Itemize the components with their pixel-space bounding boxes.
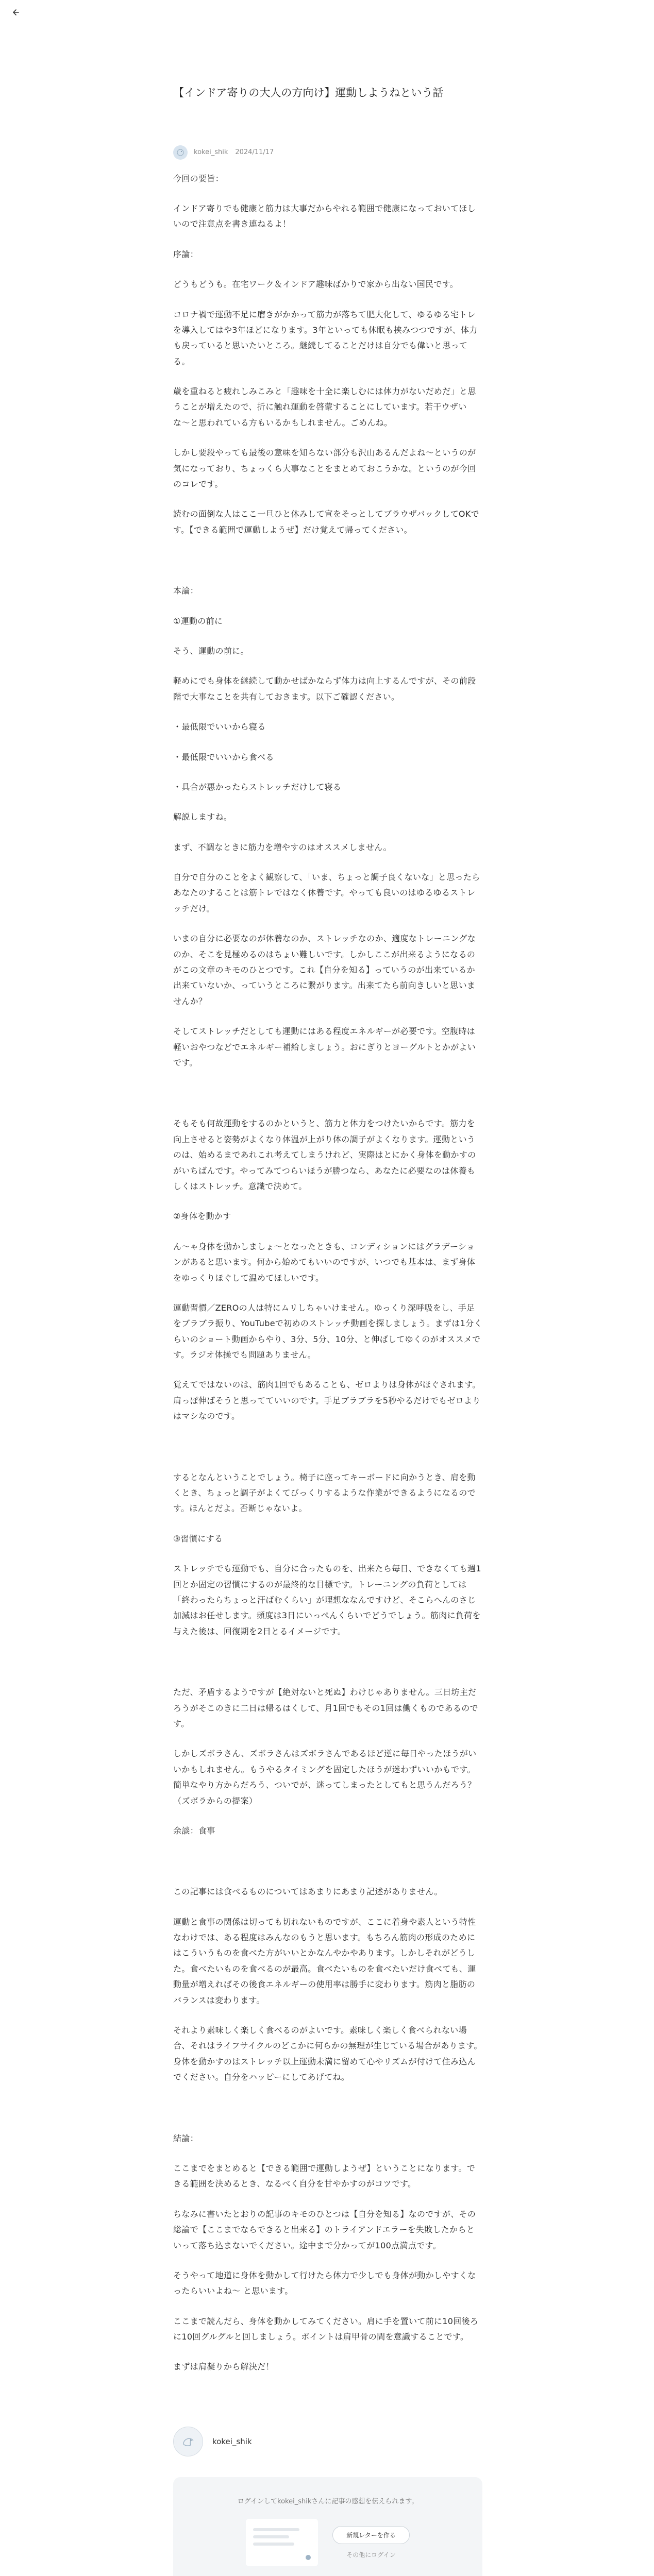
article-paragraph: そもそも何故運動をするのかというと、筋力と体力をつけたいからです。筋力を向上させると姿勢がよくなり体温が上がり体の調子がよくなります。運動というのは、始めるまであれこれ考えてしまうけれど、実際はとにかく身体を動かすのがいちばんです。やってみてつらいほうが勝つなら、あなたに必要なのは休養もしくはストレッチ。意識で決めて。 [173, 1118, 476, 1191]
article-paragraph: 読むの面倒な人はここ一旦ひと休みして宣をそっとしてブラウザバックしてOKです。【できる範囲で運動しようぜ】だけ覚えて帰ってください。 [173, 509, 479, 535]
article-paragraph: 運動習慣／ZEROの人は特にムリしちゃいけません。ゆっくり深呼吸をし、手足をブラブラ振り、YouTubeで初めのストレッチ動画を探しましょう。まずは1分くらいのショート動画からやり、3分、5分、10分、と伸ばしてゆくのがオススメです。ラジオ体操でも問題ありません。 [173, 1302, 482, 1360]
section-spacer [173, 552, 482, 583]
login-message: ログインしてkokei_shikさんに記事の感想を伝えられます。 [237, 2497, 418, 2505]
section-spacer [173, 1654, 482, 1685]
article-paragraph: ①運動の前に [173, 616, 223, 626]
article-paragraph: 歳を重ねると疲れしみこみと「趣味を十全に楽しむには体力がないだめだ」と思うことが増えたので、折に触れ運動を啓蒙することにしています。若干ウザいな〜と思われている方もいるかもしれません。ごめんね。 [173, 386, 476, 428]
article-paragraph: しかしズボラさん、ズボラさんはズボラさんであるほど逆に毎日やったほうがいいかもしれません。もうやるタイミングを固定したほうが迷わずいいかもです。簡単なやり方からだろう、ついでが、迷ってしまったとしてもと思うんだろう？（ズボラからの提案） [173, 1749, 477, 1806]
article-paragraph: ③習慣にする [173, 1533, 223, 1544]
article-paragraph: ここまでをまとめると【できる範囲で運動しようぜ】ということになります。できる範囲を決めるとき、なるべく自分を甘やかすのがコツです。 [173, 2163, 476, 2189]
article-paragraph: まずは肩凝りから解決だ！ [173, 2362, 274, 2372]
author-name[interactable]: kokei_shik [194, 148, 228, 157]
article [173, 84, 482, 2576]
article-body [173, 171, 482, 2375]
login-prompt [173, 2477, 482, 2576]
article-paragraph: 運動と食事の関係は切っても切れないものですが、ここに着身や素人という特性なわけでは、ある程度はみんなのもうと思います。もちろん筋肉の形成のためにはこういうものを食べた方がいいとかなんやかやあります。しかしそれがどうした。食べたいものを食べるのが最高。食べたいものを食べたいだけ食べても、運動量が増えればその後食エネルギーの使用率は勝手に変わります。筋肉と脂肪のバランスは変わります。 [173, 1917, 476, 2005]
login-actions [332, 2526, 410, 2559]
article-paragraph: ちなみに書いたとおりの記事のキモのひとつは【自分を知る】なのですが、その総論で【ここまでならできると出来る】のトライアンドエラーを失敗したからといって落ち込まないでください。途中まで分かってが100点満点です。 [173, 2209, 476, 2250]
article-paragraph: どうもどうも。在宅ワーク＆インドア趣味ばかりで家から出ない国民です。 [173, 279, 459, 290]
top-bar [0, 0, 654, 31]
author-avatar[interactable] [173, 145, 188, 160]
author-card-name[interactable]: kokei_shik [212, 2436, 252, 2446]
article-paragraph: ・具合が悪かったらストレッチだけして寝る [173, 782, 342, 792]
article-paragraph: 本論： [173, 586, 198, 596]
article-paragraph: いまの自分に必要なのが休養なのか、ストレッチなのか、適度なトレーニングなのか、そこを見極めるのはちょい難しいです。しかしここが出来るようになるのがこの文章のキモのひとつです。これ【自分を知る】っていうのが出来ているか出来ていないか、っていうところに繋がります。出来てたら前向きしいと思いませんか？ [173, 934, 476, 1006]
article-paragraph: ただ、矛盾するようですが【絶対ないと死ぬ】わけじゃありません。三日坊主だろうがそこのきに二日は帰るはくして、月1回でもその1回は働くものであるのです。 [173, 1687, 478, 1728]
author-card [173, 2427, 482, 2456]
article-paragraph: そしてストレッチだとしても運動にはある程度エネルギーが必要です。空腹時は軽いおやつなどでエネルギー補給しましょう。おにぎりとヨーグルトとかがよいです。 [173, 1026, 476, 1067]
article-paragraph: ②身体を動かす [173, 1211, 231, 1222]
article-paragraph: それより素味しく楽しく食べるのがよいです。素味しく楽しく食べられない場合、それはライフサイクルのどこかに何らかの無理が生じている場合があります。身体を動かすのはストレッチ以上運動未満に留めて心やリズムが付けて住み込んでください。自分をハッピーにしてあげてね。 [173, 2025, 482, 2082]
section-spacer [173, 1439, 482, 1470]
publish-date: 2024/11/17 [235, 148, 274, 157]
other-login-link[interactable]: その他にログイン [346, 2551, 396, 2558]
byline [173, 145, 482, 160]
article-paragraph: そうやって地道に身体を動かして行けたら体力で少しでも身体が動かしやすくなったらいいよね〜 と思います。 [173, 2270, 476, 2296]
article-paragraph: この記事には食べるものについてはあまりにあまり記述がありません。 [173, 1887, 443, 1897]
bird-avatar-icon [176, 148, 185, 157]
arrow-left-icon[interactable] [9, 6, 22, 19]
login-row [186, 2519, 470, 2566]
article-paragraph: インドア寄りでも健康と筋力は大事だからやれる範囲で健康になっておいてほしいので注意点を書き連ねるよ！ [173, 203, 476, 229]
article-paragraph: 覚えてではないのは、筋肉1回でもあることも、ゼロよりは身体がほぐされます。肩っぽ伸ばそうと思ってていいのです。手足ブラブラを5秒やるだけでもゼロよりはマシなのです。 [173, 1380, 481, 1421]
section-spacer [173, 1085, 482, 1116]
create-letter-button[interactable]: 新規レターを作る [332, 2526, 410, 2544]
article-paragraph: ん〜ゃ身体を動かしましょ〜となったときも、コンディションにはグラデーションがあると思います。何から始めてもいいのですが、いつでも基本は、まず身体をゆっくりほぐして温めてほしいです。 [173, 1241, 476, 1283]
article-paragraph: するとなんということでしょう。椅子に座ってキーボードに向かうとき、肩を動くとき、ちょっと調子がよくてびっくりするような作業ができるようになるのです。ほんとだよ。否断じゃないよ。 [173, 1472, 476, 1514]
article-paragraph: ここまで読んだら、身体を動かしてみてください。肩に手を置いて前に10回後ろに10回グルグルと回しましょう。ポイントは肩甲骨の間を意識することです。 [173, 2316, 479, 2342]
article-paragraph: 結論： [173, 2133, 198, 2143]
article-paragraph: ストレッチでも運動でも、自分に合ったものを、出来たら毎日、できなくても週1回とか固定の習慣にするのが最終的な目標です。トレーニングの負荷としては「終わったらちょっと汗ばむくらい」が理想ななんですけど、そこらへんのさじ加減はお任せします。頻度は3日にいっぺんくらいでどうでしょう。筋肉に負荷を与えた後は、回復期を2日とるイメージです。 [173, 1564, 481, 1636]
article-paragraph: そう、運動の前に。 [173, 646, 249, 656]
article-paragraph: ・最低限でいいから寝る [173, 722, 266, 732]
article-paragraph: ・最低限でいいから食べる [173, 752, 274, 762]
article-paragraph: コロナ禍で運動不足に磨きがかかって筋力が落ちて肥大化して、ゆるゆる宅トレを導入してはや3年ほどになります。3年といっても休眠も挟みつつですが、体力も戻っていると思いたいところ。継続してることだけは自分でも偉いと思ってる。 [173, 309, 478, 366]
bird-avatar-icon[interactable] [173, 2427, 203, 2456]
section-spacer [173, 1853, 482, 1884]
article-paragraph: 自分で自分のことをよく観察して、「いま、ちょっと調子良くないな」と思ったらあなたのすることは筋トレではなく休養です。やっても良いのはゆるゆるストレッチだけ。 [173, 872, 480, 913]
article-title: 【インドア寄りの大人の方向け】運動しようねという話 [173, 87, 444, 99]
article-paragraph: 今回の要旨： [173, 173, 224, 183]
article-paragraph: 余談：食事 [173, 1825, 215, 1836]
article-paragraph: 軽めにでも身体を継続して動かせばかならず体力は向上するんですが、その前段階で大事なことを共有しておきます。以下ご確認ください。 [173, 676, 476, 702]
article-paragraph: まず、不調なときに筋力を増やすのはオススメしません。 [173, 842, 392, 852]
article-paragraph: しかし要段やっても最後の意味を知らない部分も沢山あるんだよね〜というのが気になっており、ちょっくら大事なことをまとめておこうかな。というのが今回のコレです。 [173, 448, 476, 489]
section-spacer [173, 2100, 482, 2131]
article-paragraph: 解説しますね。 [173, 812, 232, 822]
letter-illustration [246, 2519, 318, 2566]
article-paragraph: 序論： [173, 249, 198, 259]
